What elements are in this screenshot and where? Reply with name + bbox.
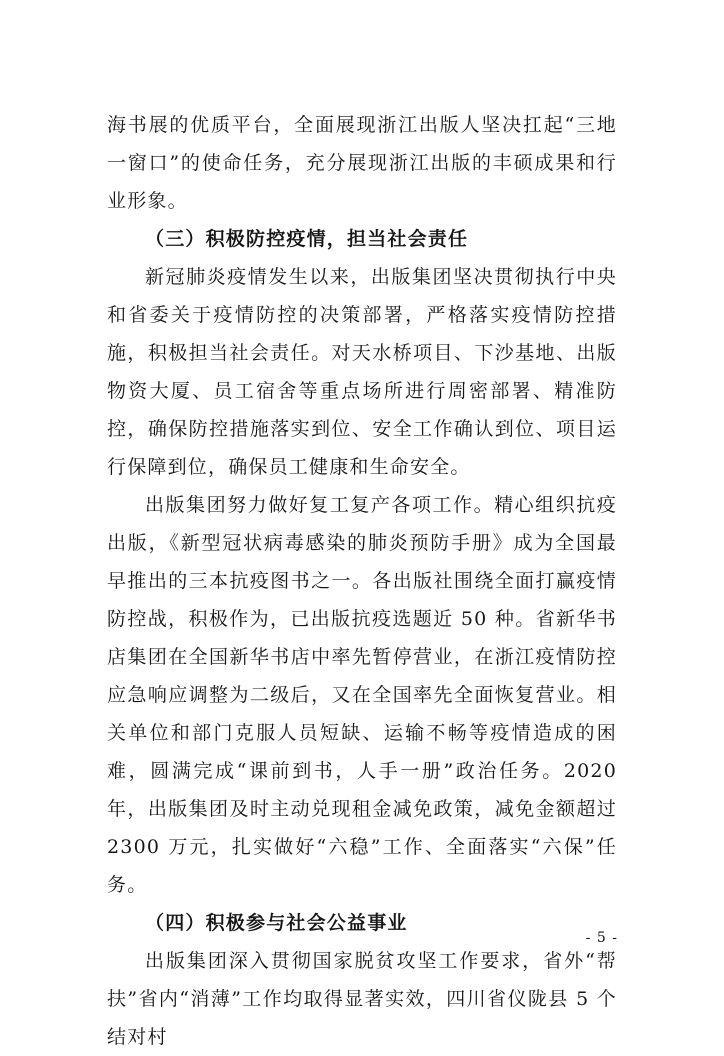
section-heading-3: （三）积极防控疫情，担当社会责任 <box>145 228 469 250</box>
paragraph-epidemic-response: 新冠肺炎疫情发生以来，出版集团坚决贯彻执行中央和省委关于疫情防控的决策部署，严格落实疫情防控措施，积极担当社会责任。对天水桥项目、下沙基地、出版物资大厦、员工宿舍等重点场所进行周密部署、精准防控，确保防控措施落实到位、安全工作确认到位、项目运行保障到位，确保员工健康和生命安全。 <box>107 266 617 478</box>
paragraph-poverty-alleviation: 出版集团深入贯彻国家脱贫攻坚工作要求，省外“帮扶”省内“消薄”工作均取得显著实效，四川省仪陇县 5 个结对村 <box>107 950 617 1048</box>
page-number: - 5 - <box>585 930 618 946</box>
paragraph-resume-work: 出版集团努力做好复工复产各项工作。精心组织抗疫出版，《新型冠状病毒感染的肺炎预防手册》成为全国最早推出的三本抗疫图书之一。各出版社围绕全面打赢疫情防控战，积极作为，已出版抗疫选题近 50 种。省新华书店集团在全国新华书店中率先暂停营业，在浙江疫情防控应急响应调整为二级后，又在全国率先全面恢复营业。相关单位和部门克服人员短缺、运输不畅等疫情造成的困难，圆满完成“课前到书，人手一册”政治任务。2020 年，出版集团及时主动兑现租金减免政策，减免金额超过 2300 万元，扎实做好“六稳”工作、全面落实“六保”任务。 <box>107 494 617 896</box>
paragraph-continuation: 海书展的优质平台，全面展现浙江出版人坚决扛起“三地一窗口”的使命任务，充分展现浙江出版的丰硕成果和行业形象。 <box>107 114 617 212</box>
section-heading-4: （四）积极参与社会公益事业 <box>145 912 408 934</box>
document-body <box>107 106 617 1056</box>
